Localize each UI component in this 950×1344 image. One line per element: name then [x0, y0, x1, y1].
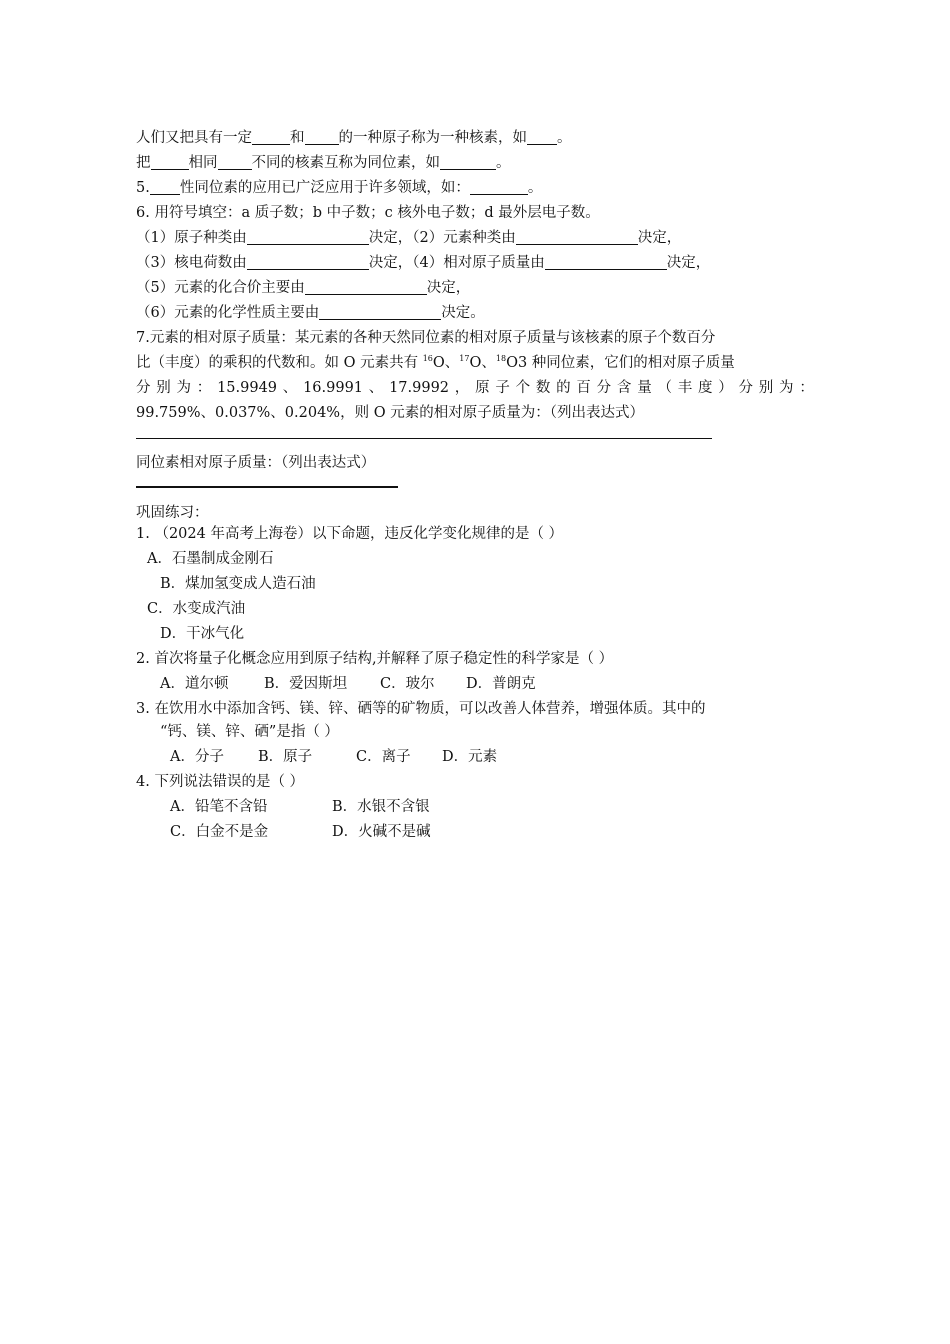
text-segment: 个 [515, 380, 531, 396]
question-6-row-3 [136, 278, 470, 298]
text-segment: 17.9992 [389, 380, 450, 396]
q4-options-row-2 [170, 822, 431, 842]
q4-option-c[interactable]: C．白金不是金 [170, 824, 269, 840]
q4-options-row-1 [170, 797, 430, 817]
blank-field[interactable] [516, 229, 638, 245]
q1-option-c[interactable]: C．水变成汽油 [147, 601, 246, 617]
text-segment: 16 [422, 354, 433, 363]
text-segment: 原 [475, 380, 490, 396]
text-segment: 决定。 [441, 305, 485, 321]
blank-field[interactable] [545, 254, 667, 270]
text-segment: 和 [290, 130, 305, 146]
q3-option-a[interactable]: A．分子 [170, 749, 224, 765]
blank-field[interactable] [252, 129, 290, 145]
text-segment: 决定， [666, 255, 711, 271]
q4-option-b[interactable]: B．水银不含银 [332, 799, 430, 815]
blank-field[interactable] [319, 304, 441, 320]
text-segment: 把 [136, 155, 151, 171]
text-segment: 17 [459, 354, 470, 363]
q1-option-d[interactable]: D．干冰气化 [160, 626, 245, 642]
text-segment: 决定，（2）元素种类由 [368, 230, 516, 246]
text-segment: 15.9949 [217, 380, 278, 396]
text-segment: 决定， [637, 230, 682, 246]
text-segment: 的 [556, 380, 571, 396]
text-segment: 别 [156, 380, 171, 396]
text-segment: 丰 [677, 380, 693, 396]
q2-option-c[interactable]: C．玻尔 [380, 676, 435, 692]
question-6-instruction: 6. 用符号填空：a 质子数；b 中子数；c 核外电子数；d 最外层电子数。 [136, 205, 600, 221]
text-segment: 。 [557, 130, 572, 146]
q1-option-b[interactable]: B．煤加氢变成人造石油 [160, 576, 316, 592]
text-segment: 。 [496, 155, 511, 171]
question-1: 1. （2024 年高考上海卷）以下命题，违反化学变化规律的是（ ） [136, 526, 564, 542]
q3-option-d[interactable]: D．元素 [442, 749, 498, 765]
text-segment: 为 [779, 380, 794, 396]
question-7-line-4: 99.759%、0.037%、0.204%，则 O 元素的相对原子质量为：（列出表达式） [136, 405, 644, 421]
blank-field[interactable] [470, 179, 528, 195]
blank-field[interactable] [218, 154, 252, 170]
blank-field[interactable] [150, 179, 180, 195]
q3-option-b[interactable]: B．原子 [258, 749, 313, 765]
text-segment: O、 [432, 355, 460, 371]
text-segment: ： [196, 380, 212, 396]
text-segment: 相同 [188, 155, 218, 171]
q4-option-a[interactable]: A．铅笔不含铅 [170, 799, 268, 815]
q1-option-a[interactable]: A．石墨制成金刚石 [147, 551, 274, 567]
answer-line[interactable] [136, 486, 398, 488]
text-segment: ： [799, 380, 814, 396]
blank-field[interactable] [247, 229, 369, 245]
q2-option-a[interactable]: A．道尔顿 [160, 676, 229, 692]
nuclide-definition-line [136, 128, 572, 148]
practice-title: 巩固练习： [136, 505, 209, 521]
text-segment: 5. [136, 180, 150, 196]
text-segment: 决定， [426, 280, 471, 296]
text-segment: 度 [697, 380, 713, 396]
text-segment: 不同的核素互称为同位素，如 [251, 155, 440, 171]
text-segment: O、 [469, 355, 496, 371]
question-7-line-1: 7.元素的相对原子质量：某元素的各种天然同位素的相对原子质量与该核素的原子个数百分 [136, 330, 716, 346]
isotope-application-line [136, 178, 542, 198]
text-segment: 性同位素的应用已广泛应用于许多领域，如： [179, 180, 470, 196]
q3-options [170, 747, 497, 767]
isotope-definition-line [136, 153, 511, 173]
blank-field[interactable] [247, 254, 369, 270]
q3-option-c[interactable]: C．离子 [356, 749, 411, 765]
text-segment: 、 [282, 380, 298, 396]
blank-field[interactable] [305, 129, 339, 145]
text-segment: 18 [495, 354, 507, 363]
answer-line[interactable] [136, 438, 712, 439]
blank-field[interactable] [305, 279, 427, 295]
q2-option-b[interactable]: B．爱因斯坦 [264, 676, 348, 692]
text-segment: 。 [527, 180, 543, 196]
text-segment: 分 [596, 380, 612, 396]
text-segment: 百 [576, 380, 591, 396]
text-segment: 的一种原子称为一种核素，如 [338, 130, 527, 146]
question-3-line-2: “钙、镁、锌、硒”是指（ ） [160, 724, 339, 740]
question-7-line-2 [136, 353, 735, 373]
text-segment: 分 [136, 380, 151, 396]
text-segment: 16.9991 [303, 380, 364, 396]
blank-field[interactable] [527, 129, 557, 145]
question-4: 4. 下列说法错误的是（ ） [136, 774, 305, 790]
text-segment: 数 [535, 380, 551, 396]
text-segment: （1）原子种类由 [136, 230, 247, 246]
text-segment: 别 [758, 380, 774, 396]
question-6-row-4 [136, 303, 485, 323]
q4-option-d[interactable]: D．火碱不是碱 [332, 824, 431, 840]
text-segment: ， [454, 380, 470, 396]
text-segment: （3）核电荷数由 [136, 255, 247, 271]
text-segment: （6）元素的化学性质主要由 [136, 305, 320, 321]
question-6-row-1 [136, 228, 681, 248]
text-segment: 比（丰度）的乘积的代数和。如 O 元素共有 [136, 355, 423, 371]
text-segment: 量 [637, 380, 652, 396]
text-segment: （ [657, 380, 672, 396]
question-6-row-2 [136, 253, 710, 273]
text-segment: O3 种同位素，它们的相对原子质量 [506, 355, 735, 371]
text-segment: 分 [738, 380, 754, 396]
text-segment: （5）元素的化合价主要由 [136, 280, 305, 296]
text-segment: 为 [176, 380, 192, 396]
text-segment: 子 [495, 380, 510, 396]
text-segment: 、 [368, 380, 384, 396]
q2-options [160, 674, 536, 694]
blank-field[interactable] [151, 154, 189, 170]
isotope-mass-prompt: 同位素相对原子质量：（列出表达式） [136, 455, 376, 471]
blank-field[interactable] [440, 154, 496, 170]
question-7-line-3 [136, 378, 814, 398]
text-segment: ） [718, 380, 733, 396]
question-2: 2. 首次将量子化概念应用到原子结构,并解释了原子稳定性的科学家是（ ） [136, 651, 614, 667]
q2-option-d[interactable]: D．普朗克 [466, 676, 536, 692]
text-segment: 含 [616, 380, 632, 396]
question-3-line-1: 3. 在饮用水中添加含钙、镁、锌、硒等的矿物质，可以改善人体营养，增强体质。其中的 [136, 701, 706, 717]
text-segment: 人们又把具有一定 [136, 130, 252, 146]
text-segment: 决定，（4）相对原子质量由 [368, 255, 545, 271]
